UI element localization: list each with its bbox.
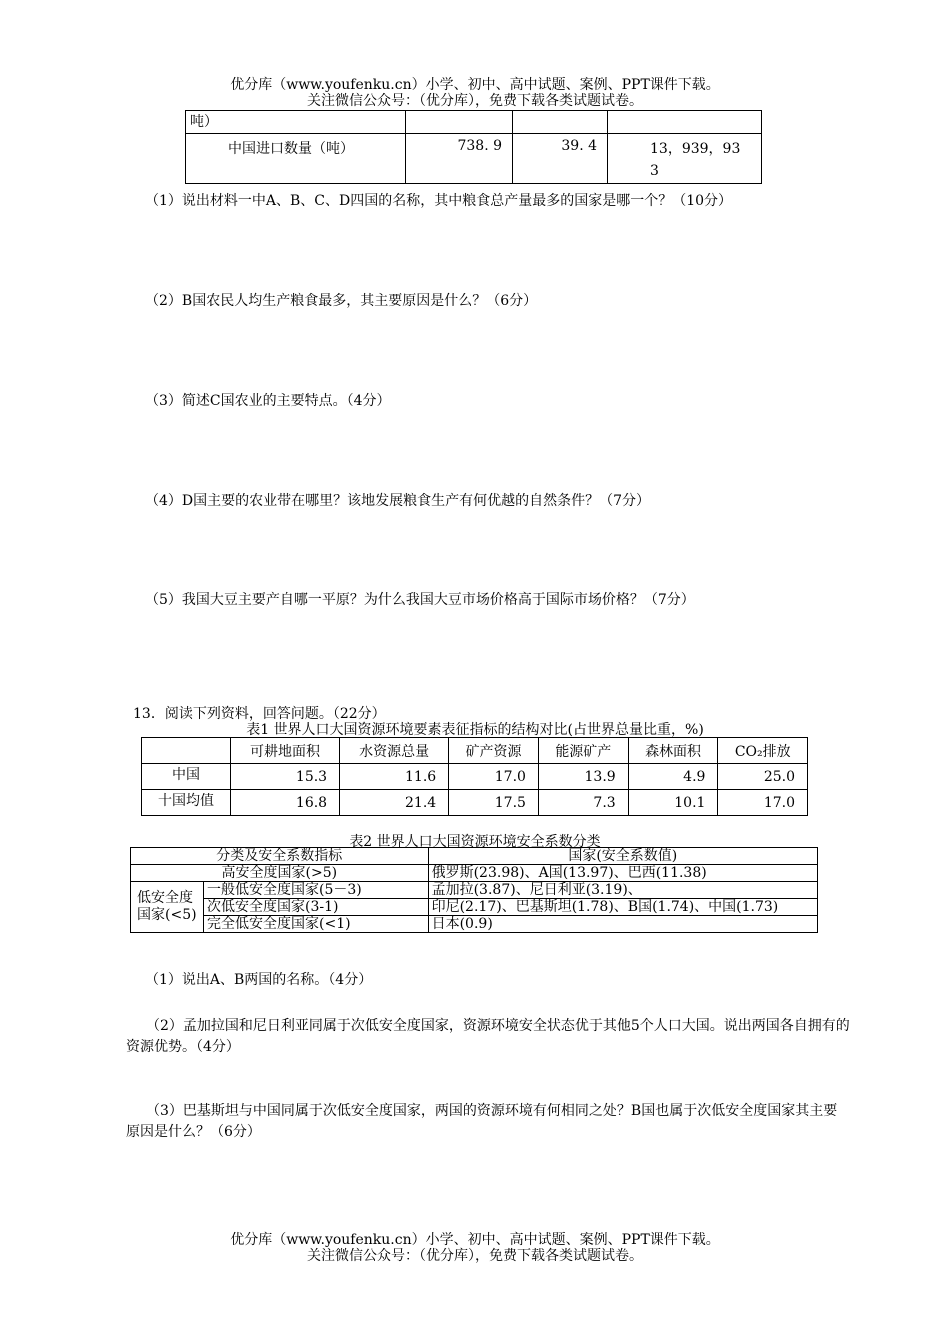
table1-cell: 25.0 [718, 764, 808, 790]
question-13-title: 13．阅读下列资料，回答问题。（22分） [133, 706, 386, 722]
table1-cell: 17.0 [449, 764, 539, 790]
top-table-cell [608, 111, 762, 134]
table1-header: 森林面积 [628, 738, 718, 764]
table2-head-left: 分类及安全系数指标 [131, 848, 429, 865]
top-table-cell: 吨） [186, 111, 406, 134]
table1-cell: 4.9 [628, 764, 718, 790]
table2-high-value: 俄罗斯(23.98)、A国(13.97)、巴西(11.38) [428, 865, 817, 882]
question-12-1: （1）说出材料一中A、B、C、D四国的名称，其中粮食总产量最多的国家是哪一个？（10分） [145, 193, 733, 209]
table2-sub-label: 完全低安全度国家(<1) [204, 916, 429, 933]
footer-line-2: 关注微信公众号：（优分库），免费下载各类试题试卷。 [307, 1248, 643, 1264]
top-table-cell: 39. 4 [513, 134, 608, 184]
table2-sub-value: 日本(0.9) [428, 916, 817, 933]
table2 [130, 847, 818, 933]
table1-cell: 7.3 [538, 790, 628, 816]
table1-caption: 表1 世界人口大国资源环境要素表征指标的结构对比(占世界总量比重，%) [246, 722, 704, 738]
question-13-2: （2）孟加拉国和尼日利亚同属于次低安全度国家，资源环境安全状态优于其他5个人口大国。说出两国各自拥有的资源优势。（4分） [126, 1018, 850, 1055]
table1-header: CO₂排放 [718, 738, 808, 764]
header-line-2: 关注微信公众号：（优分库），免费下载各类试题试卷。 [307, 93, 643, 109]
table2-low-group: 低安全度国家(<5) [131, 882, 204, 933]
table1-header: 可耕地面积 [231, 738, 340, 764]
table1-cell: 11.6 [340, 764, 449, 790]
table1-cell: 16.8 [231, 790, 340, 816]
table1-cell: 21.4 [340, 790, 449, 816]
table2-high-label: 高安全度国家(>5) [131, 865, 429, 882]
table2-sub-value: 孟加拉(3.87)、尼日利亚(3.19)、 [428, 882, 817, 899]
question-12-4: （4）D国主要的农业带在哪里？该地发展粮食生产有何优越的自然条件？（7分） [145, 493, 651, 509]
table1-row-label: 十国均值 [142, 790, 231, 816]
table2-caption: 表2 世界人口大国资源环境安全系数分类 [349, 834, 601, 850]
question-12-5: （5）我国大豆主要产自哪一平原？为什么我国大豆市场价格高于国际市场价格？（7分） [145, 592, 695, 608]
table1 [141, 737, 808, 816]
top-table-cell [608, 134, 762, 184]
table1-cell: 10.1 [628, 790, 718, 816]
table1-cell: 15.3 [231, 764, 340, 790]
table-row [142, 790, 808, 816]
question-13-1: （1）说出A、B两国的名称。（4分） [145, 972, 373, 988]
top-table [185, 110, 762, 184]
table1-header: 矿产资源 [449, 738, 539, 764]
table1-header [142, 738, 231, 764]
question-12-2: （2）B国农民人均生产粮食最多，其主要原因是什么？（6分） [145, 293, 538, 309]
top-table-cell [406, 111, 513, 134]
table-row [142, 764, 808, 790]
header-line-1: 优分库（www.youfenku.cn）小学、初中、高中试题、案例、PPT课件下载。 [230, 77, 720, 93]
table1-cell: 17.5 [449, 790, 539, 816]
top-table-cell [513, 111, 608, 134]
question-12-3: （3）简述C国农业的主要特点。（4分） [145, 393, 391, 409]
table2-sub-label: 一般低安全度国家(5－3) [204, 882, 429, 899]
top-table-row-label: 中国进口数量（吨） [186, 134, 406, 184]
table1-header: 水资源总量 [340, 738, 449, 764]
table1-header: 能源矿产 [538, 738, 628, 764]
top-table-cell: 738. 9 [406, 134, 513, 184]
footer-line-1: 优分库（www.youfenku.cn）小学、初中、高中试题、案例、PPT课件下载。 [230, 1232, 720, 1248]
table1-cell: 13.9 [538, 764, 628, 790]
table2-sub-label: 次低安全度国家(3-1) [204, 899, 429, 916]
table1-cell: 17.0 [718, 790, 808, 816]
table2-sub-value: 印尼(2.17)、巴基斯坦(1.78)、B国(1.74)、中国(1.73) [428, 899, 817, 916]
table1-row-label: 中国 [142, 764, 231, 790]
table2-head-right: 国家(安全系数值) [428, 848, 817, 865]
question-13-3: （3）巴基斯坦与中国同属于次低安全度国家，两国的资源环境有何相同之处？B国也属于次低安全度国家其主要原因是什么？（6分） [126, 1103, 838, 1140]
top-table-value: 13，939，93 3 [650, 141, 741, 179]
